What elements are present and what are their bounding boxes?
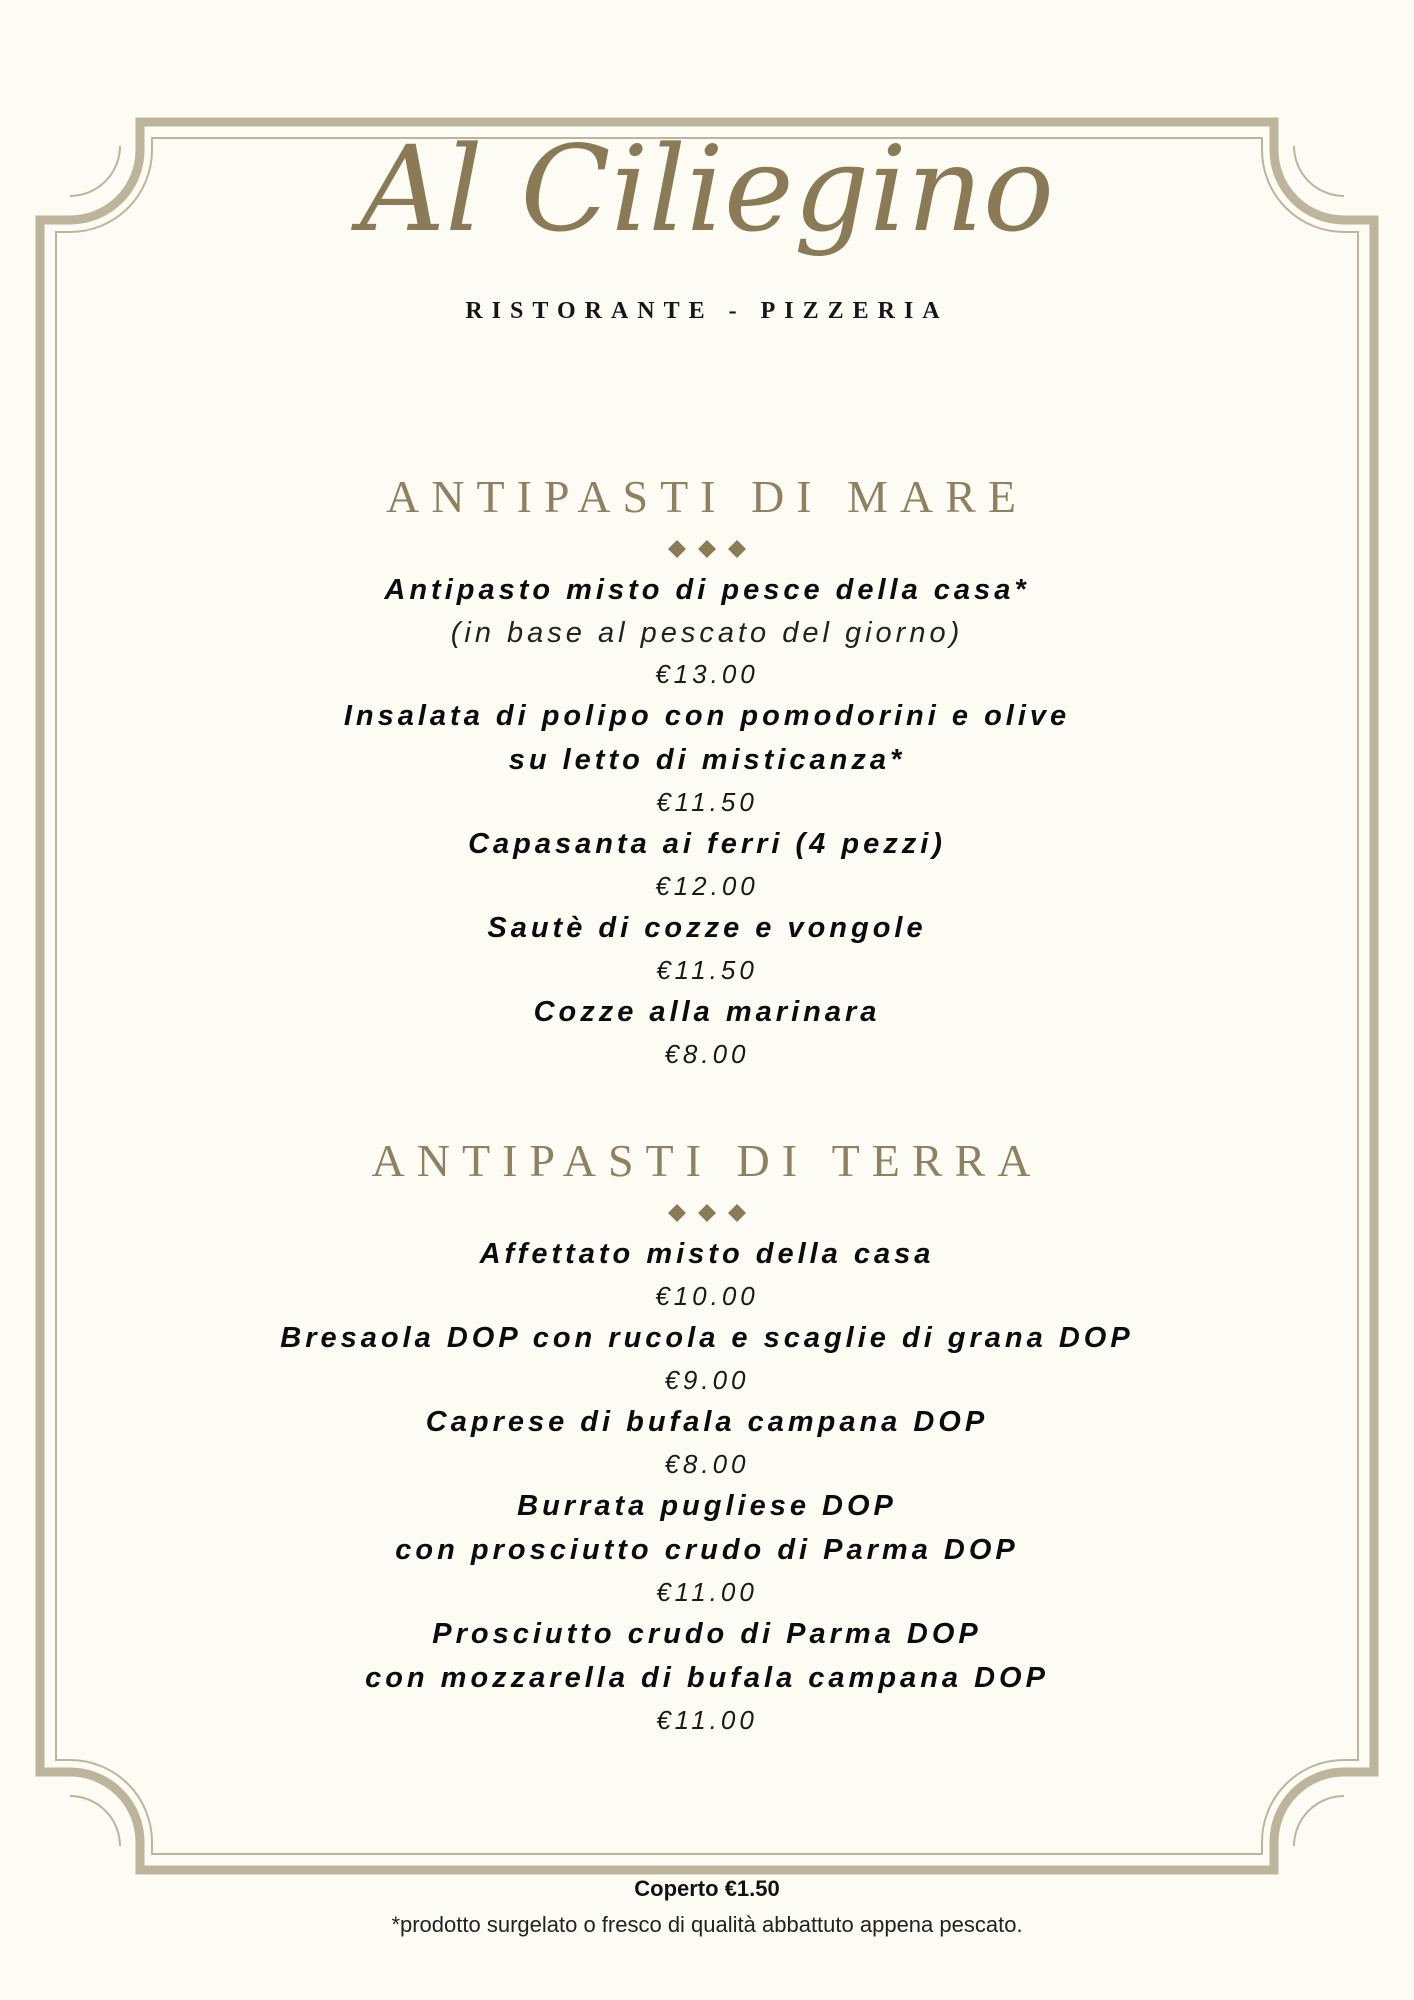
item-name: Capasanta ai ferri (4 pezzi)	[468, 828, 946, 860]
item-price: €13.00	[655, 659, 759, 689]
item-name: Sautè di cozze e vongole	[487, 912, 927, 944]
item-price: €9.00	[664, 1365, 750, 1395]
item-name-line-2: con mozzarella di bufala campana DOP	[365, 1662, 1049, 1694]
item-name: Cozze alla marinara	[533, 996, 881, 1028]
item-name: Burrata pugliese DOP	[517, 1490, 897, 1522]
menu-item	[0, 906, 1414, 990]
section-antipasti-di-terra	[0, 1135, 1414, 1740]
item-name: Caprese di bufala campana DOP	[425, 1406, 989, 1438]
item-price: €11.00	[656, 1577, 758, 1607]
frame-corner-accent-br	[1294, 1796, 1344, 1846]
menu-item	[0, 694, 1414, 822]
item-price: €8.00	[664, 1449, 750, 1479]
menu-item	[0, 1400, 1414, 1484]
restaurant-subtitle: RISTORANTE - PIZZERIA	[465, 298, 949, 324]
menu-item	[0, 568, 1414, 694]
menu-item	[0, 1232, 1414, 1316]
frame-corner-accent-bl	[70, 1796, 120, 1846]
menu-item	[0, 1612, 1414, 1740]
item-price: €11.50	[656, 955, 758, 985]
item-name-line-2: con prosciutto crudo di Parma DOP	[395, 1534, 1019, 1566]
item-name: Bresaola DOP con rucola e scaglie di grana DOP	[280, 1322, 1134, 1354]
section-title: ANTIPASTI DI MARE	[386, 471, 1028, 522]
menu-item	[0, 1484, 1414, 1612]
menu-item	[0, 1316, 1414, 1400]
item-price: €11.50	[656, 787, 758, 817]
diamond-divider-icon	[0, 1202, 1414, 1226]
item-name: Prosciutto crudo di Parma DOP	[432, 1618, 982, 1650]
frozen-product-footnote: *prodotto surgelato o fresco di qualità abbattuto appena pescato.	[391, 1912, 1023, 1937]
item-name: Antipasto misto di pesce della casa*	[384, 574, 1030, 606]
menu-item	[0, 822, 1414, 906]
item-price: €10.00	[655, 1281, 759, 1311]
section-title: ANTIPASTI DI TERRA	[371, 1135, 1043, 1186]
menu-item	[0, 990, 1414, 1074]
item-name: Insalata di polipo con pomodorini e olive	[343, 700, 1071, 732]
cover-charge: Coperto €1.50	[634, 1876, 780, 1901]
diamond-divider-icon	[0, 538, 1414, 562]
item-name-line-2: su letto di misticanza*	[508, 744, 906, 776]
restaurant-logo: Al Ciliegino	[359, 120, 1055, 258]
item-price: €11.00	[656, 1705, 758, 1735]
section-antipasti-di-mare	[0, 471, 1414, 1074]
item-note: (in base al pescato del giorno)	[450, 617, 964, 649]
item-name: Affettato misto della casa	[479, 1238, 935, 1270]
item-price: €12.00	[655, 871, 759, 901]
item-price: €8.00	[664, 1039, 750, 1069]
